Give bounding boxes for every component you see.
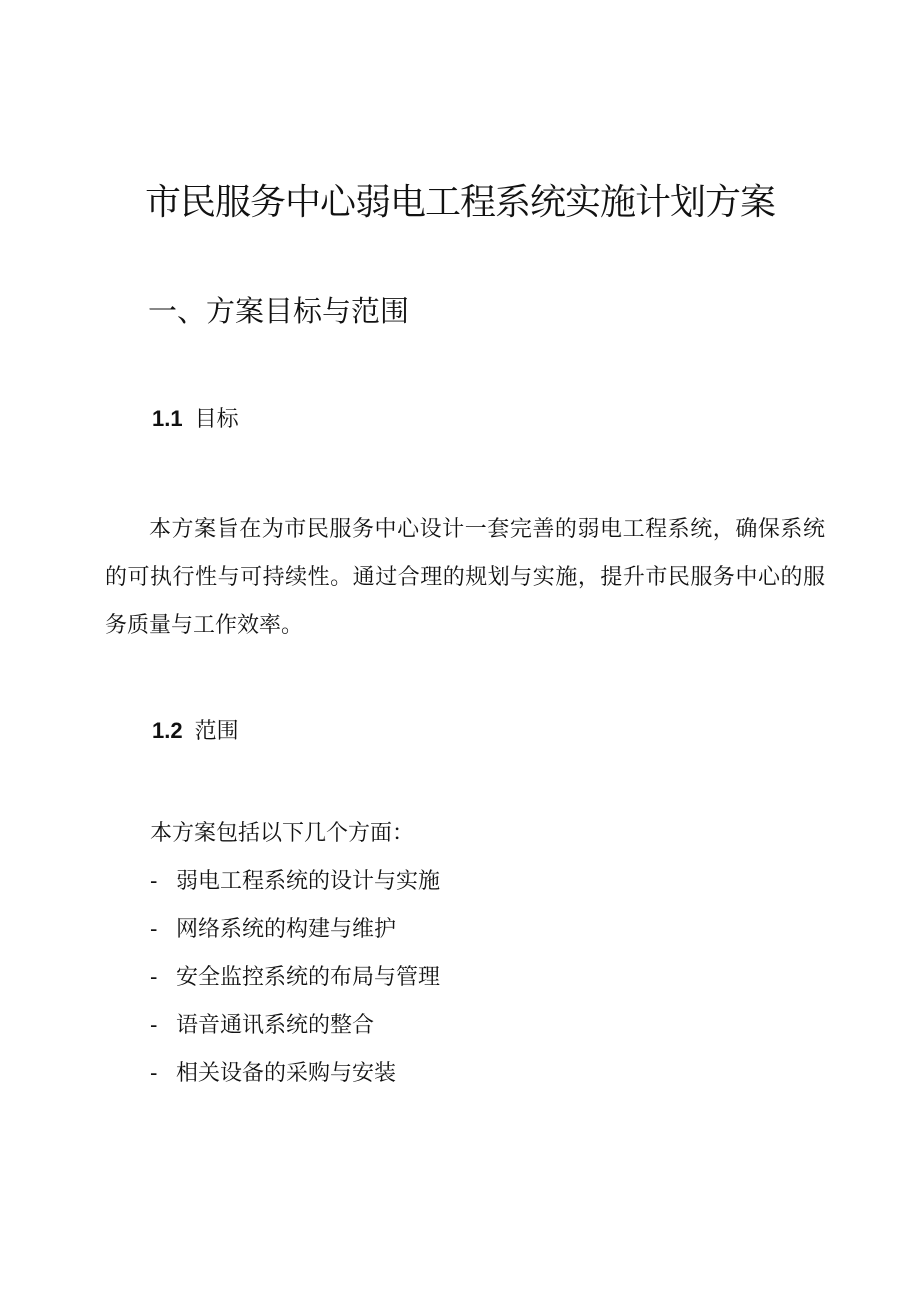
- scope-intro: 本方案包括以下几个方面：: [150, 821, 415, 846]
- list-item-text: 网络系统的构建与维护: [176, 917, 397, 942]
- bullet-marker: -: [150, 1013, 158, 1038]
- subsection-number: 1.2: [152, 718, 183, 743]
- subsection-title: 范围: [194, 719, 239, 744]
- list-item-text: 弱电工程系统的设计与实施: [176, 869, 441, 894]
- document-title: 市民服务中心弱电工程系统实施计划方案: [144, 182, 775, 223]
- subsection-number: 1.1: [152, 406, 183, 431]
- subsection-heading-goal: [152, 403, 239, 436]
- list-item-text: 安全监控系统的布局与管理: [176, 965, 441, 990]
- list-item: [150, 1058, 440, 1106]
- bullet-marker: -: [150, 917, 158, 942]
- subsection-heading-scope: [152, 715, 239, 748]
- section-heading-1: 一、方案目标与范围: [148, 294, 410, 328]
- list-item: [150, 914, 440, 962]
- list-item: [150, 962, 440, 1010]
- list-item-text: 语音通讯系统的整合: [176, 1013, 375, 1038]
- bullet-marker: -: [150, 1061, 158, 1086]
- subsection-title: 目标: [194, 407, 239, 432]
- list-item: [150, 866, 440, 914]
- bullet-marker: -: [150, 965, 158, 990]
- scope-list: [150, 866, 440, 1106]
- bullet-marker: -: [150, 869, 158, 894]
- list-item: [150, 1010, 440, 1058]
- list-item-text: 相关设备的采购与安装: [176, 1061, 397, 1086]
- goal-paragraph: 本方案旨在为市民服务中心设计一套完善的弱电工程系统，确保系统的可执行性与可持续性。通过合理的规划与实施，提升市民服务中心的服务质量与工作效率。: [105, 517, 825, 638]
